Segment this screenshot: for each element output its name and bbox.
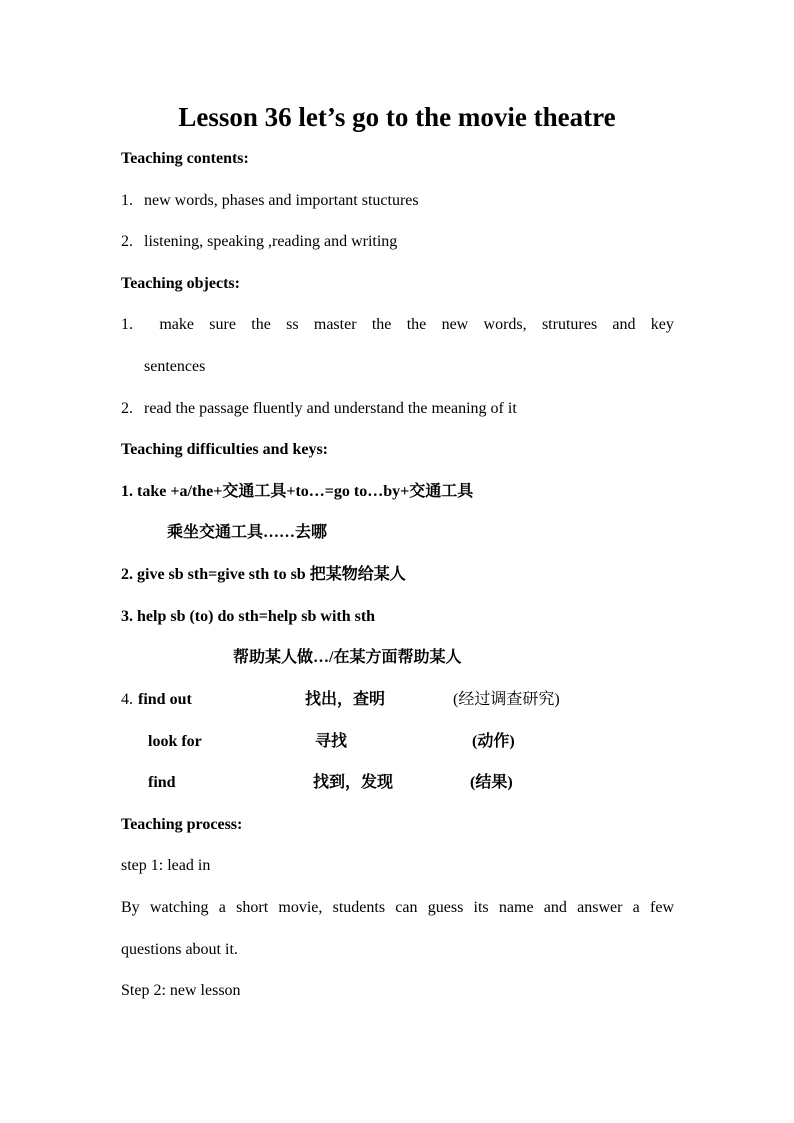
objects-item-1-word: sure	[209, 316, 236, 333]
process-paragraph-line-1	[121, 897, 674, 919]
objects-item-1-word: strutures	[541, 316, 598, 333]
key-point-4-phrase: find out	[138, 691, 192, 708]
paragraph-word: can	[395, 899, 418, 916]
paragraph-word: By	[121, 899, 140, 916]
key-point-1-note: 乘坐交通工具……去哪	[167, 524, 328, 541]
step-1: step 1: lead in	[121, 857, 211, 874]
teaching-objects-heading: Teaching objects:	[121, 275, 240, 292]
paragraph-word: movie,	[278, 899, 323, 916]
key-point-3-note: 帮助某人做…/在某方面帮助某人	[233, 649, 462, 666]
key-point-6-meaning: 找到，发现	[313, 774, 394, 791]
key-point-5-meaning: 寻找	[315, 733, 348, 750]
paragraph-word: and	[543, 899, 567, 916]
paragraph-word: guess	[427, 899, 464, 916]
step-2: Step 2: new lesson	[121, 982, 241, 999]
objects-item-1-word: key	[650, 316, 674, 333]
objects-item-1-word: make	[159, 316, 194, 333]
key-point-6-phrase: find	[148, 774, 176, 791]
key-point-5-note: (动作)	[472, 733, 515, 750]
objects-item-2-number: 2.	[121, 400, 133, 417]
key-point-2: 2. give sb sth=give sth to sb 把某物给某人	[121, 566, 406, 583]
paragraph-word: a	[218, 899, 226, 916]
key-point-1: 1. take +a/the+交通工具+to…=go to…by+交通工具	[121, 483, 474, 500]
key-point-4-number: 4.	[121, 691, 133, 708]
key-point-5-phrase: look for	[148, 733, 202, 750]
objects-item-1-number: 1.	[121, 316, 133, 333]
key-point-3: 3. help sb (to) do sth=help sb with sth	[121, 608, 376, 625]
objects-item-2	[121, 398, 517, 420]
paragraph-word: watching	[149, 899, 209, 916]
lesson-title: Lesson 36 let’s go to the movie theatre	[178, 102, 616, 132]
key-point-4-note: (经过调查研究)	[453, 691, 560, 708]
paragraph-word: answer	[577, 899, 623, 916]
contents-item-1	[121, 190, 419, 212]
contents-item-2-text: listening, speaking ,reading and writing	[144, 233, 398, 250]
objects-item-1-word: the	[371, 316, 392, 333]
teaching-difficulties-heading: Teaching difficulties and keys:	[121, 441, 328, 458]
objects-item-1-word: and	[612, 316, 636, 333]
contents-item-1-text: new words, phases and important stuctures	[144, 192, 419, 209]
contents-item-2	[121, 231, 397, 253]
objects-item-1-word: master	[313, 316, 357, 333]
paragraph-word: few	[650, 899, 674, 916]
paragraph-word: its	[473, 899, 489, 916]
key-point-6-note: (结果)	[470, 774, 513, 791]
key-point-4-meaning: 找出，查明	[305, 691, 386, 708]
contents-item-1-number: 1.	[121, 192, 133, 209]
objects-item-1-word: words,	[483, 316, 527, 333]
objects-item-1-word: new	[441, 316, 469, 333]
paragraph-word: students	[332, 899, 386, 916]
paragraph-word: short	[236, 899, 269, 916]
paragraph-word: a	[632, 899, 640, 916]
objects-item-1-word: the	[406, 316, 427, 333]
teaching-process-heading: Teaching process:	[121, 816, 243, 833]
paragraph-word: name	[498, 899, 534, 916]
objects-item-2-text: read the passage fluently and understand the meaning of it	[144, 400, 517, 417]
contents-item-2-number: 2.	[121, 233, 133, 250]
objects-item-1	[121, 314, 674, 336]
process-paragraph-line-2: questions about it.	[121, 941, 238, 958]
objects-item-1-word: the	[251, 316, 271, 333]
teaching-contents-heading: Teaching contents:	[121, 150, 249, 167]
objects-item-1-continuation: sentences	[144, 358, 206, 375]
objects-item-1-word: ss	[286, 316, 299, 333]
